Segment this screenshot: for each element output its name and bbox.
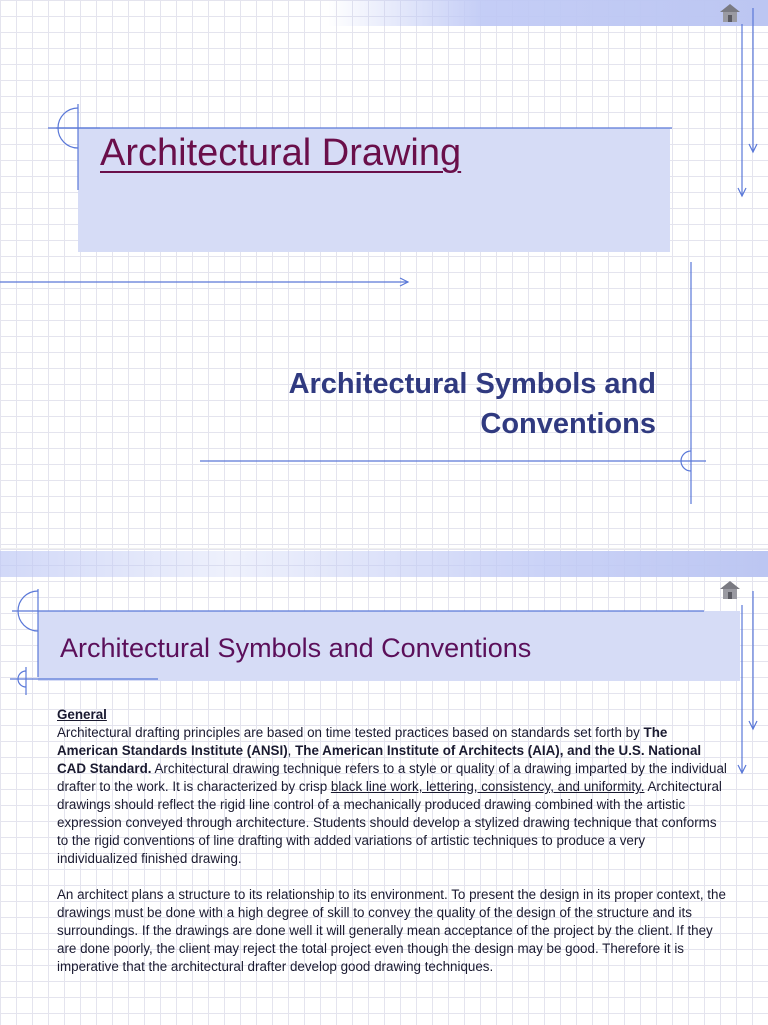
p1-underlined: black line work, lettering, consistency, and uniformity. xyxy=(330,779,645,794)
p1-bold-ansi: The American Standards Institute (ANSI) xyxy=(57,725,668,758)
p1-bold-aia: The American Institute of Architects (AIA), and the U.S. National CAD Standard. xyxy=(57,743,702,776)
home-icon[interactable] xyxy=(719,580,741,600)
subtitle-line-2: Conventions xyxy=(480,408,656,440)
slide-title: Architectural Symbols and Conventions xyxy=(60,633,532,663)
p1-text-1: Architectural drafting principles are based on time tested practices based on standards set forth by xyxy=(57,725,640,740)
slide-2 xyxy=(0,548,768,1025)
paragraph-2: An architect plans a structure to its relationship to its environment. To present the design in its proper context, the drawings must be done with a high degree of skill to convey the quality of the design of the structure and its surroundings. If the drawings are done well it will generally mean acceptance of the project by the client. If they are done poorly, the client may reject the total project even though the design may be good. Therefore it is imperative that the architectural drafter develop good drawing techniques. xyxy=(57,887,726,974)
header-band xyxy=(328,0,768,26)
home-icon[interactable] xyxy=(719,3,741,23)
p1-text-3: Architectural drawing technique refers to a style or quality of a drawing imparted by the individual drafter to the work. It is characterized by crisp xyxy=(57,761,727,794)
body-text xyxy=(57,706,729,994)
slide-title: Architectural Drawing xyxy=(100,132,462,174)
p1-text-2: , xyxy=(287,743,292,758)
subtitle-line-1: Architectural Symbols and xyxy=(288,368,656,400)
p1-text-4: Architectural drawings should reflect the rigid line control of a mechanically produced drawing combined with the artistic expression conveyed through architecture. Students should develop a stylized drawing technique that conforms to the rigid conventions of line drafting with added variations of artistic techniques to produce a very individualized finished drawing. xyxy=(57,779,722,866)
header-band xyxy=(0,551,768,577)
paragraph-1 xyxy=(57,724,729,868)
slide-subtitle xyxy=(136,364,656,444)
section-heading: General xyxy=(57,707,107,722)
